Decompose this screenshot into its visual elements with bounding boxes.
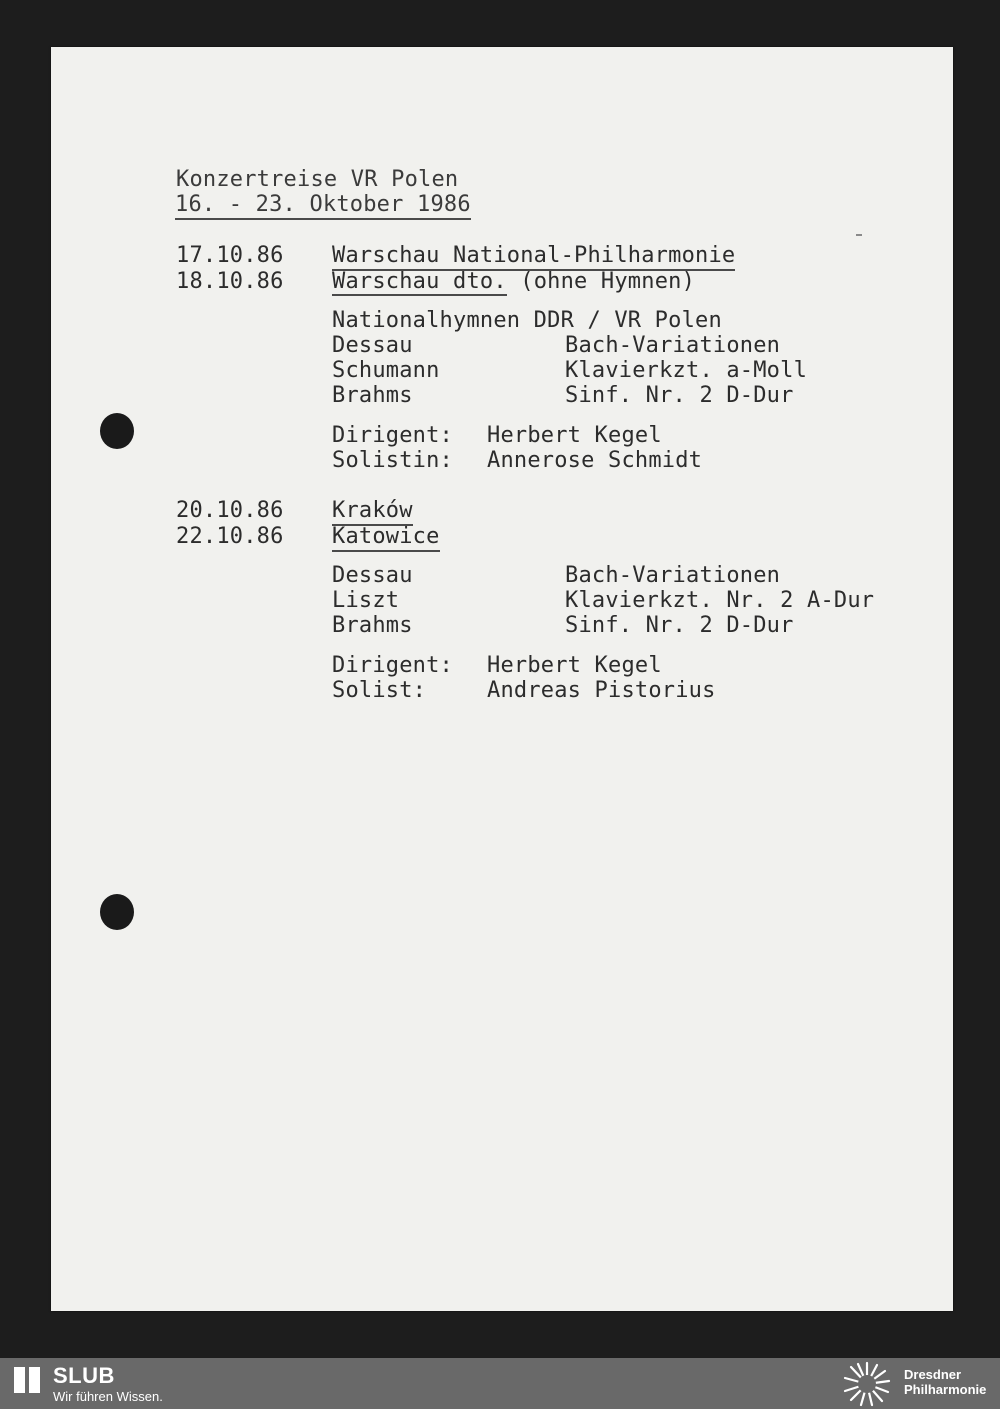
- conductor-label: Dirigent:: [332, 423, 454, 448]
- library-name[interactable]: SLUB: [53, 1363, 115, 1388]
- punch-hole: [100, 413, 134, 449]
- work: Klavierkzt. a-Moll: [565, 358, 808, 383]
- partner-name-line1: Dresdner: [904, 1367, 962, 1382]
- punch-hole: [100, 894, 134, 930]
- conductor-name: Herbert Kegel: [487, 423, 662, 448]
- work: Bach-Variationen: [565, 333, 781, 358]
- concert-venue: [332, 269, 695, 295]
- concert-venue: Kraków: [332, 498, 413, 526]
- library-tagline: Wir führen Wissen.: [53, 1389, 163, 1404]
- venue-name: Warschau dto.: [332, 269, 507, 294]
- composer: Liszt: [332, 588, 400, 613]
- composer: Dessau: [332, 563, 413, 588]
- book-icon: [12, 1363, 42, 1397]
- work: Sinf. Nr. 2 D-Dur: [565, 613, 794, 638]
- composer: Brahms: [332, 383, 413, 408]
- soloist-name: Andreas Pistorius: [487, 678, 716, 703]
- tour-dates: 16. - 23. Oktober 1986: [175, 192, 471, 220]
- concert-date: 17.10.86: [176, 243, 284, 268]
- composer: Schumann: [332, 358, 440, 383]
- concert-date: 20.10.86: [176, 498, 284, 523]
- concert-venue: Katowice: [332, 524, 440, 552]
- conductor-name: Herbert Kegel: [487, 653, 662, 678]
- work: Bach-Variationen: [565, 563, 781, 588]
- venue-note: (ohne Hymnen): [520, 269, 696, 294]
- soloist-label: Solist:: [332, 678, 427, 703]
- concert-date: 18.10.86: [176, 269, 284, 294]
- concert-venue: Warschau National-Philharmonie: [332, 243, 735, 271]
- partner-name-line2: Philharmonie: [904, 1382, 987, 1397]
- soloist-label: Solistin:: [332, 448, 454, 473]
- sunburst-logo[interactable]: [842, 1361, 892, 1407]
- soloist-name: Annerose Schmidt: [487, 448, 703, 473]
- page-title: Konzertreise VR Polen: [176, 167, 459, 192]
- work: Klavierkzt. Nr. 2 A-Dur: [565, 588, 875, 613]
- footer-bar: [0, 1358, 1000, 1409]
- document-page: [51, 47, 953, 1311]
- composer: Brahms: [332, 613, 413, 638]
- stray-mark: [856, 234, 862, 236]
- concert-date: 22.10.86: [176, 524, 284, 549]
- conductor-label: Dirigent:: [332, 653, 454, 678]
- anthems-line: Nationalhymnen DDR / VR Polen: [332, 308, 722, 333]
- work: Sinf. Nr. 2 D-Dur: [565, 383, 794, 408]
- composer: Dessau: [332, 333, 413, 358]
